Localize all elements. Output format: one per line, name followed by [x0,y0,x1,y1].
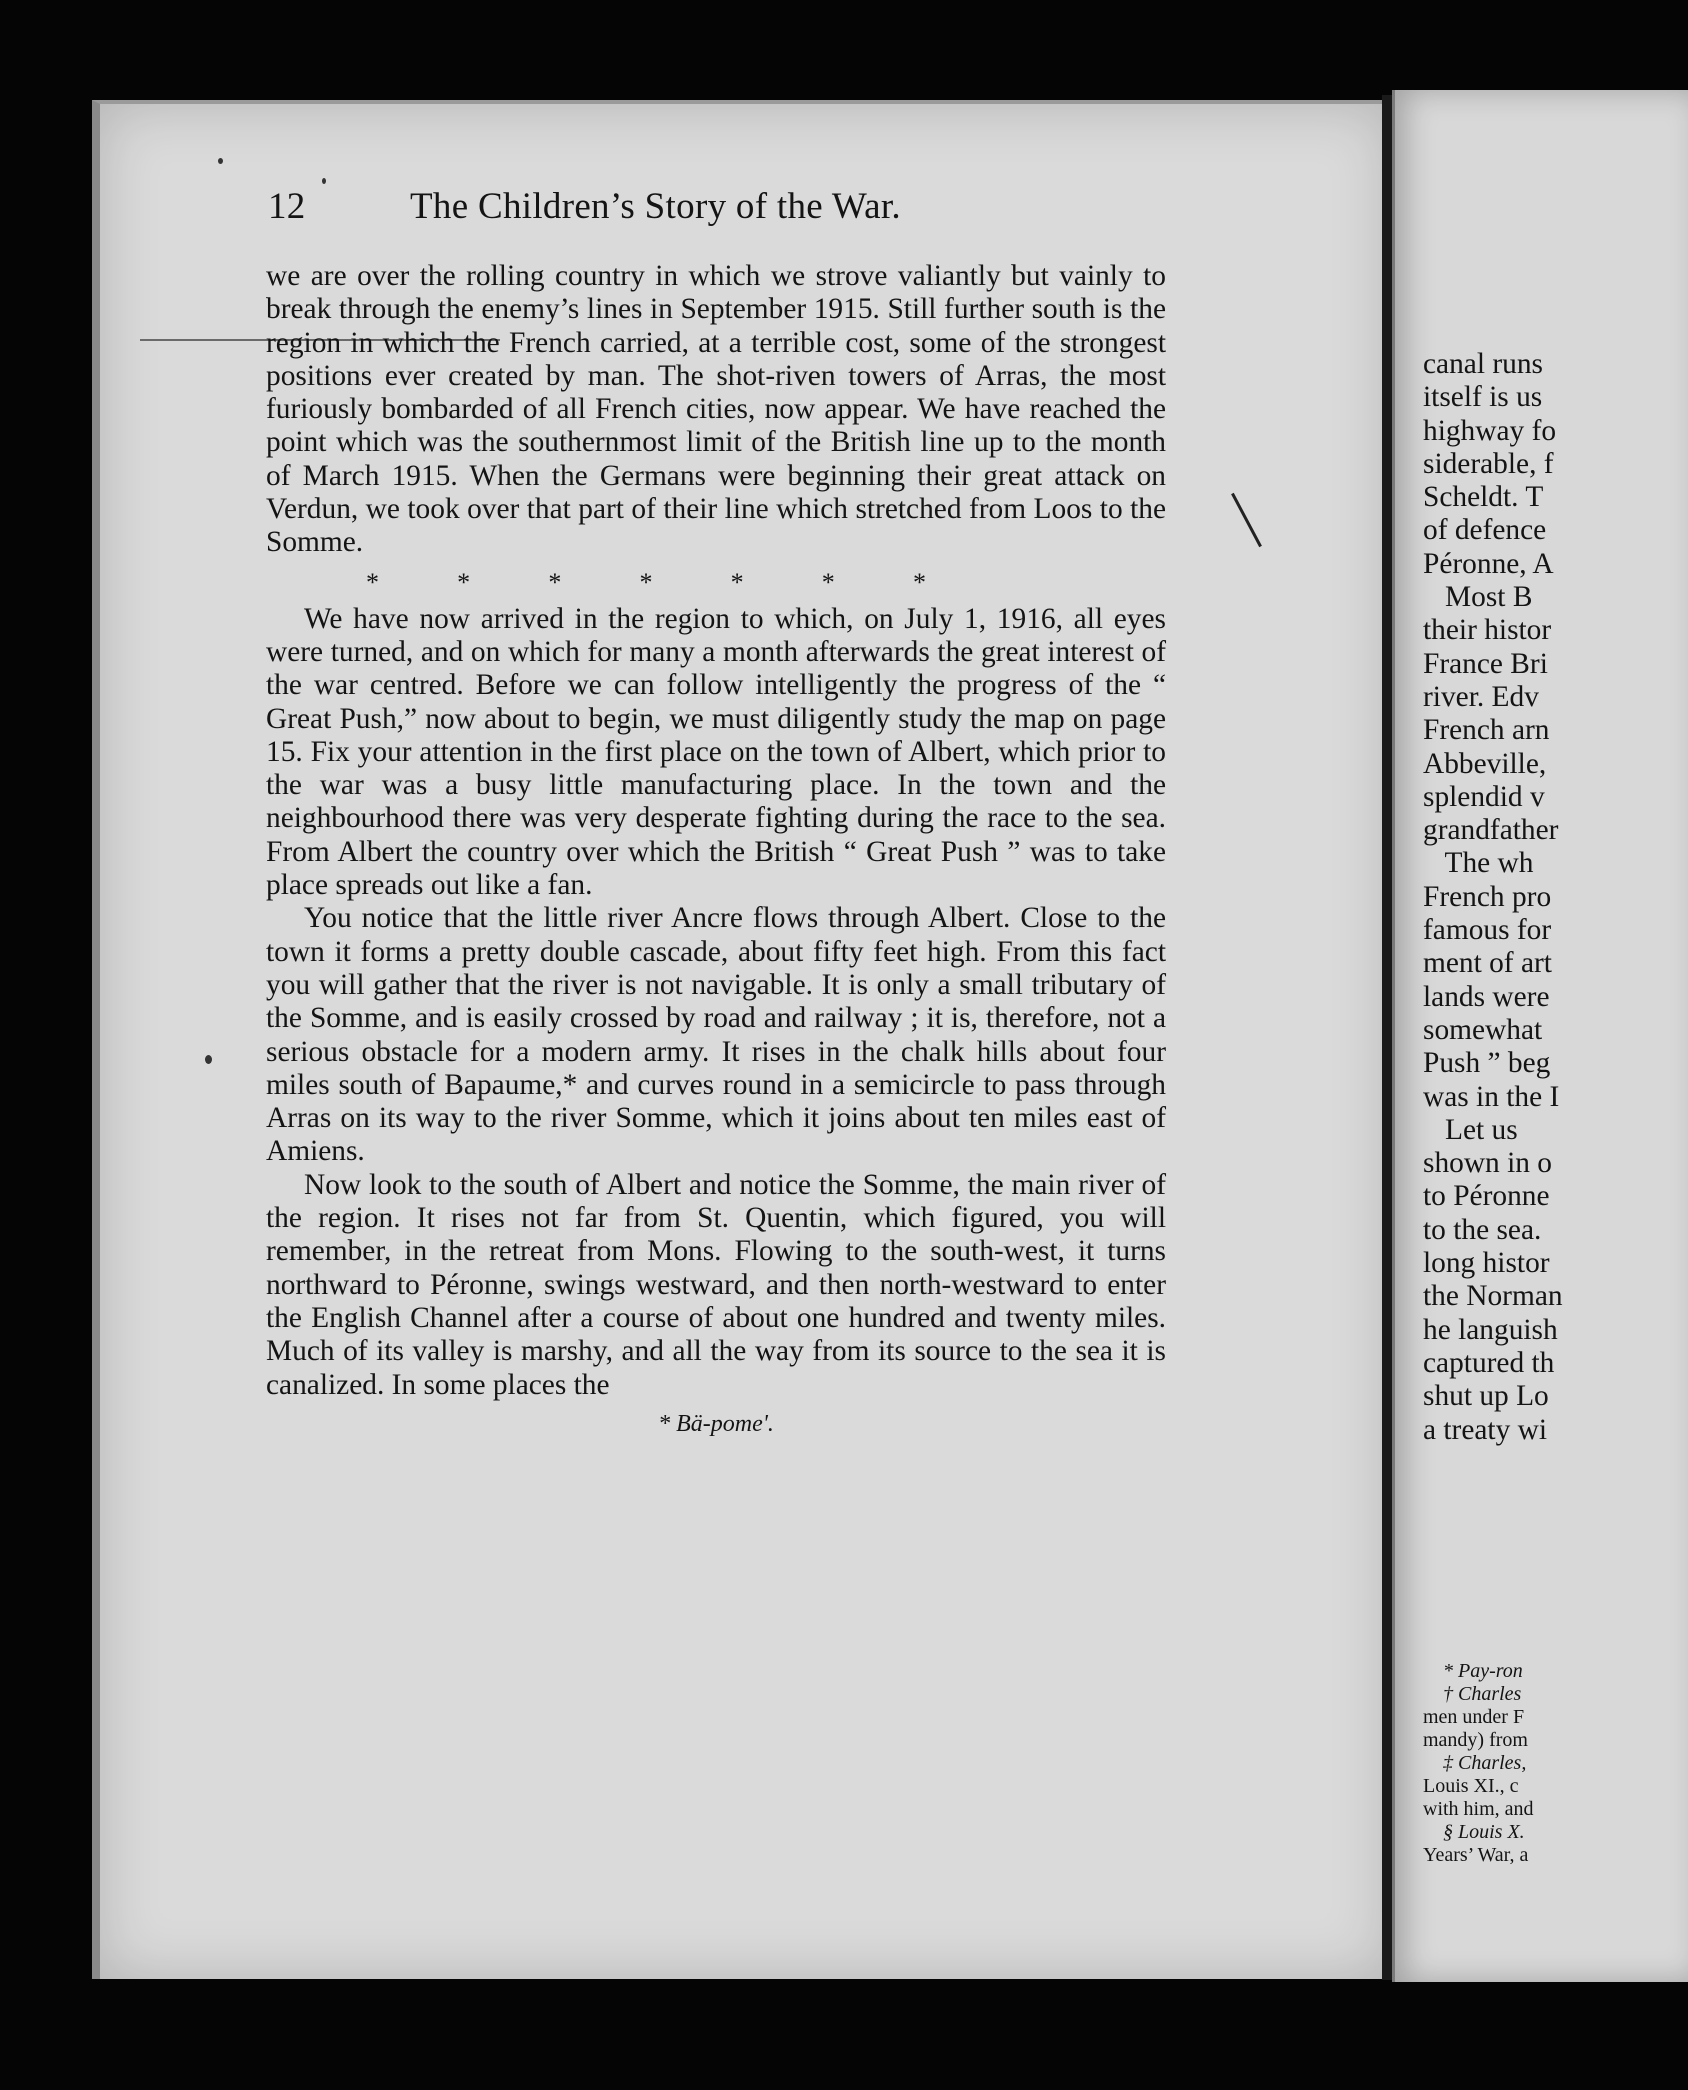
right-page [1392,90,1688,1982]
section-break-star: * [457,567,471,597]
right-footnote-line: Louis XI., c [1423,1775,1519,1797]
right-line: Abbeville, [1423,747,1547,780]
right-line: splendid v [1423,780,1545,813]
right-line: to the sea. [1423,1213,1542,1246]
ink-speck [218,158,223,164]
right-line: was in the I [1423,1080,1560,1113]
ink-speck [205,1055,212,1064]
right-line: shown in o [1423,1147,1553,1180]
right-line: shut up Lo [1423,1380,1549,1413]
right-line: The wh [1423,847,1534,880]
right-line: ment of art [1423,947,1552,980]
ink-speck [322,178,326,184]
right-page-text [1423,348,1688,1447]
right-line: France Bri [1423,647,1548,680]
right-line: the Norman [1423,1280,1563,1313]
right-line: Péronne, A [1423,547,1554,580]
section-break-star: * [548,567,562,597]
paragraph: We have now arrived in the region to which, on July 1, 1916, all eyes were turned, and on which for many a month afterwards the great interest of the war centred. Before we can follow intelligently the progress of the “ Great Push,” now about to begin, we must diligently study the map on page 15. Fix your attention in the first place on the town of Albert, which prior to the war was a busy little manufacturing place. In the town and the neighbourhood there was very desperate fighting during the race to the sea. From Albert the country over which the British “ Great Push ” was to take place spreads out like a fan. [266,602,1166,902]
right-line: long histor [1423,1247,1550,1280]
running-header [268,185,1168,235]
right-line: famous for [1423,914,1552,947]
right-footnote-line: mandy) from [1423,1729,1528,1751]
right-footnote-line: ‡ Charles, [1423,1752,1527,1774]
right-line: lands were [1423,980,1550,1013]
section-break-star: * [639,567,653,597]
right-line: river. Edv [1423,680,1539,713]
body-text [266,260,1166,1441]
section-break [366,566,926,599]
right-line: Scheldt. T [1423,481,1544,514]
right-line: of defence [1423,514,1547,547]
right-line: Let us [1423,1113,1518,1146]
section-break-star: * [912,567,926,597]
section-break-star: * [821,567,835,597]
section-break-star: * [366,567,379,597]
right-line: French pro [1423,880,1552,913]
right-footnote-line: with him, and [1423,1798,1534,1820]
footnote: * Bä-pome'. [658,1410,774,1437]
right-line: canal runs [1423,348,1543,380]
right-line: somewhat [1423,1013,1543,1046]
section-break-star: * [730,567,744,597]
right-page-footnotes [1423,1660,1688,1867]
paragraph: we are over the rolling country in which we strove valiantly but vainly to break through the enemy’s lines in September 1915. Still further south is the region in which the French carried, at a terrible cost, some of the strongest positions ever created by man. The shot-riven towers of Arras, the most furiously bombarded of all French cities, now appear. We have reached the point which was the southernmost limit of the British line up to the month of March 1915. When the Germans were beginning their great attack on Verdun, we took over that part of their line which stretched from Loos to the Somme. [266,260,1166,559]
right-line: itself is us [1423,381,1543,414]
right-line: French arn [1423,714,1550,747]
right-footnote-line: † Charles [1423,1683,1522,1705]
right-line: a treaty wi [1423,1413,1548,1446]
paragraph: You notice that the little river Ancre flows through Albert. Close to the town it forms a pretty double cascade, about fifty feet high. From this fact you will gather that the river is not navigable. It is only a small tributary of the Somme, and is easily crossed by road and railway ; it is, therefore, not a serious obstacle for a modern army. It rises in the chalk hills about four miles south of Bapaume,* and curves round in a semicircle to pass through Arras on its way to the river Somme, which it joins about ten miles east of Amiens. [266,902,1166,1168]
right-line: their histor [1423,614,1552,647]
right-footnote-line: * Pay-ron [1423,1660,1523,1682]
right-footnote-line: § Louis X. [1423,1821,1525,1843]
running-title: The Children’s Story of the War. [410,186,901,227]
right-line: captured th [1423,1346,1555,1379]
right-line: Push ” beg [1423,1047,1551,1080]
right-line: Most B [1423,581,1533,614]
right-footnote-line: Years’ War, a [1423,1844,1529,1866]
right-line: grandfather [1423,814,1559,847]
right-line: he languish [1423,1313,1558,1346]
right-line: to Péronne [1423,1180,1550,1213]
book-gutter [1382,95,1392,1980]
right-line: siderable, f [1423,447,1554,480]
right-footnote-line: men under F [1423,1706,1525,1728]
right-line: highway fo [1423,414,1557,447]
page-number: 12 [268,186,306,227]
paragraph: Now look to the south of Albert and notice the Somme, the main river of the region. It rises not far from St. Quentin, which figured, you will remember, in the retreat from Mons. Flowing to the south-west, it turns northward to Péronne, swings westward, and then north-westward to enter the English Channel after a course of about one hundred and twenty miles. Much of its valley is marshy, and all the way from its source to the sea it is canalized. In some places the [266,1168,1166,1401]
